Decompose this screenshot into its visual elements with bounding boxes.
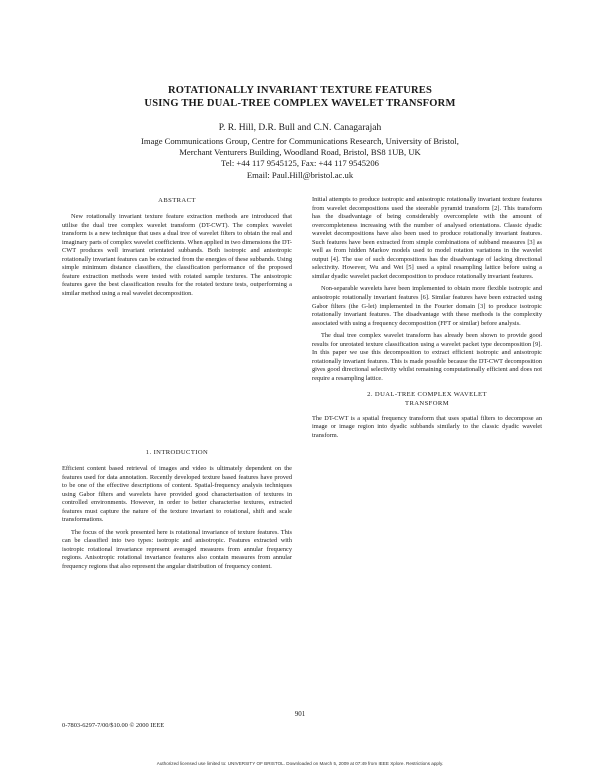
copyright-line: 0-7803-6297-7/00/$10.00 © 2000 IEEE: [62, 722, 165, 729]
paper-title: [0, 84, 600, 110]
intro-paragraph-2: The focus of the work presented here is rotational invariance of texture features. This can be classified into two types: isotropic and anisotropic. Features extracted with isotropic rotational invariance represent averaged measures from annular frequency regions. Anisotropic rotational invariance features also contain measures from annular frequency regions that also represent the angular distribution of frequency content.: [62, 528, 292, 571]
introduction-heading: 1. INTRODUCTION: [145, 449, 209, 456]
abstract-section: [62, 213, 292, 302]
title-line-2: USING THE DUAL-TREE COMPLEX WAVELET TRANSFORM: [144, 98, 456, 109]
right-paragraph-2: Non-separable wavelets have been implemented to obtain more flexible isotropic and anisotropic rotationally invariant features [6]. Similar features have been extracted using Gabor filters (the G-let) implemented in the Fourier domain [3] to produce isotropic rotationally invariant features. The disadvantage with these methods is the complexity associated with using a frequency decomposition (FFT or similar) before analysis.: [312, 285, 542, 327]
abstract-heading: ABSTRACT: [158, 197, 196, 204]
right-paragraph-3: The dual tree complex wavelet transform has already been shown to provide good results for unrotated texture classification using a wavelet packet type decomposition [9]. In this paper we use this decomposition to extract efficient isotropic and anisotropic rotationally invariant features. This is made possible because the DT-CWT decomposition gives good directional selectivity whilst remaining computationally efficient and does not require a resampling lattice.: [312, 332, 542, 382]
page-number: 901: [294, 710, 306, 718]
affiliation: [0, 136, 600, 181]
abstract-text: New rotationally invariant texture feature extraction methods are introduced that utilise the dual tree complex wavelet transform (DT-CWT). The complex wavelet transform is a new technique that uses a dual tree of wavelet filters to obtain the real and imaginary parts of complex wavelet coefficients. When applied in two dimensions the DT-CWT produces well invariant orientated subbands. Both isotropic and anisotropic rotationally invariant features can be extracted from the energies of these subbands. Using simple minimum distance classifiers, the classification performance of the proposed feature extraction methods were tested with rotated sample textures. The anisotropic features gave the best classification results for the rotated texture tests, outperforming a similar method using a real wavelet decomposition.: [62, 213, 292, 297]
intro-paragraph-1: Efficient content based retrieval of images and video is ultimately dependent on the features used for data annotation. Recently developed texture based features have proved to be one of the effective descriptions of content. Spatial-frequency analysis techniques using Gabor filters and wavelets have provided good characterisation of textures in controlled environments. However, in order to better characterise textures, extracted features must capture the nature of the texture invariant to rotational, shift and scale transformations.: [62, 465, 292, 524]
section-2-heading-line-1: 2. DUAL-TREE COMPLEX WAVELET: [367, 391, 487, 399]
section-2-heading-line-2: TRANSFORM: [405, 400, 449, 408]
right-column: [312, 196, 542, 444]
affiliation-line-4: Email: Paul.Hill@bristol.ac.uk: [246, 169, 354, 180]
right-paragraph-1: Initial attempts to produce isotropic and anisotropic rotationally invariant texture features from wavelet decompositions used the steerable pyramid transform [2]. This transform has the disadvantage of being considerably overcomplete with the amount of overcompleteness increasing with the number of analysed orientations. Classic dyadic wavelet decompositions have also been used to produce rotationally invariant features. Such features have been extracted from simple combinations of subband measures [3] as well as from hidden Markov models used to model rotation variations in the wavelet output [4]. The use of such decompositions has the disadvantage of lacking directional selectivity. However, Wu and Wei [5] used a spiral resampling lattice before using a similar dyadic wavelet packet decomposition to produce rotationally invariant features.: [312, 196, 542, 280]
right-paragraph-4: The DT-CWT is a spatial frequency transform that uses spatial filters to decompose an image or image region into dyadic subbands similarly to the classic dyadic wavelet transform.: [312, 414, 542, 439]
authorized-use-notice: Authorized licensed use limited to: UNIVERSITY OF BRISTOL. Downloaded on March 5, 2009 at 07:49 from IEEE Xplore. Restrictions apply.: [156, 761, 444, 766]
title-line-1: ROTATIONALLY INVARIANT TEXTURE FEATURES: [167, 85, 433, 96]
introduction-section: [62, 465, 292, 576]
affiliation-line-3: Tel: +44 117 9545125, Fax: +44 117 9545206: [221, 158, 379, 169]
affiliation-line-1: Image Communications Group, Centre for Communications Research, University of Bristol,: [141, 136, 459, 146]
authors: P. R. Hill, D.R. Bull and C.N. Canagarajah: [218, 123, 382, 133]
section-2-heading: [312, 391, 542, 408]
affiliation-line-2: Merchant Venturers Building, Woodland Road, Bristol, BS8 1UB, UK: [179, 147, 421, 158]
